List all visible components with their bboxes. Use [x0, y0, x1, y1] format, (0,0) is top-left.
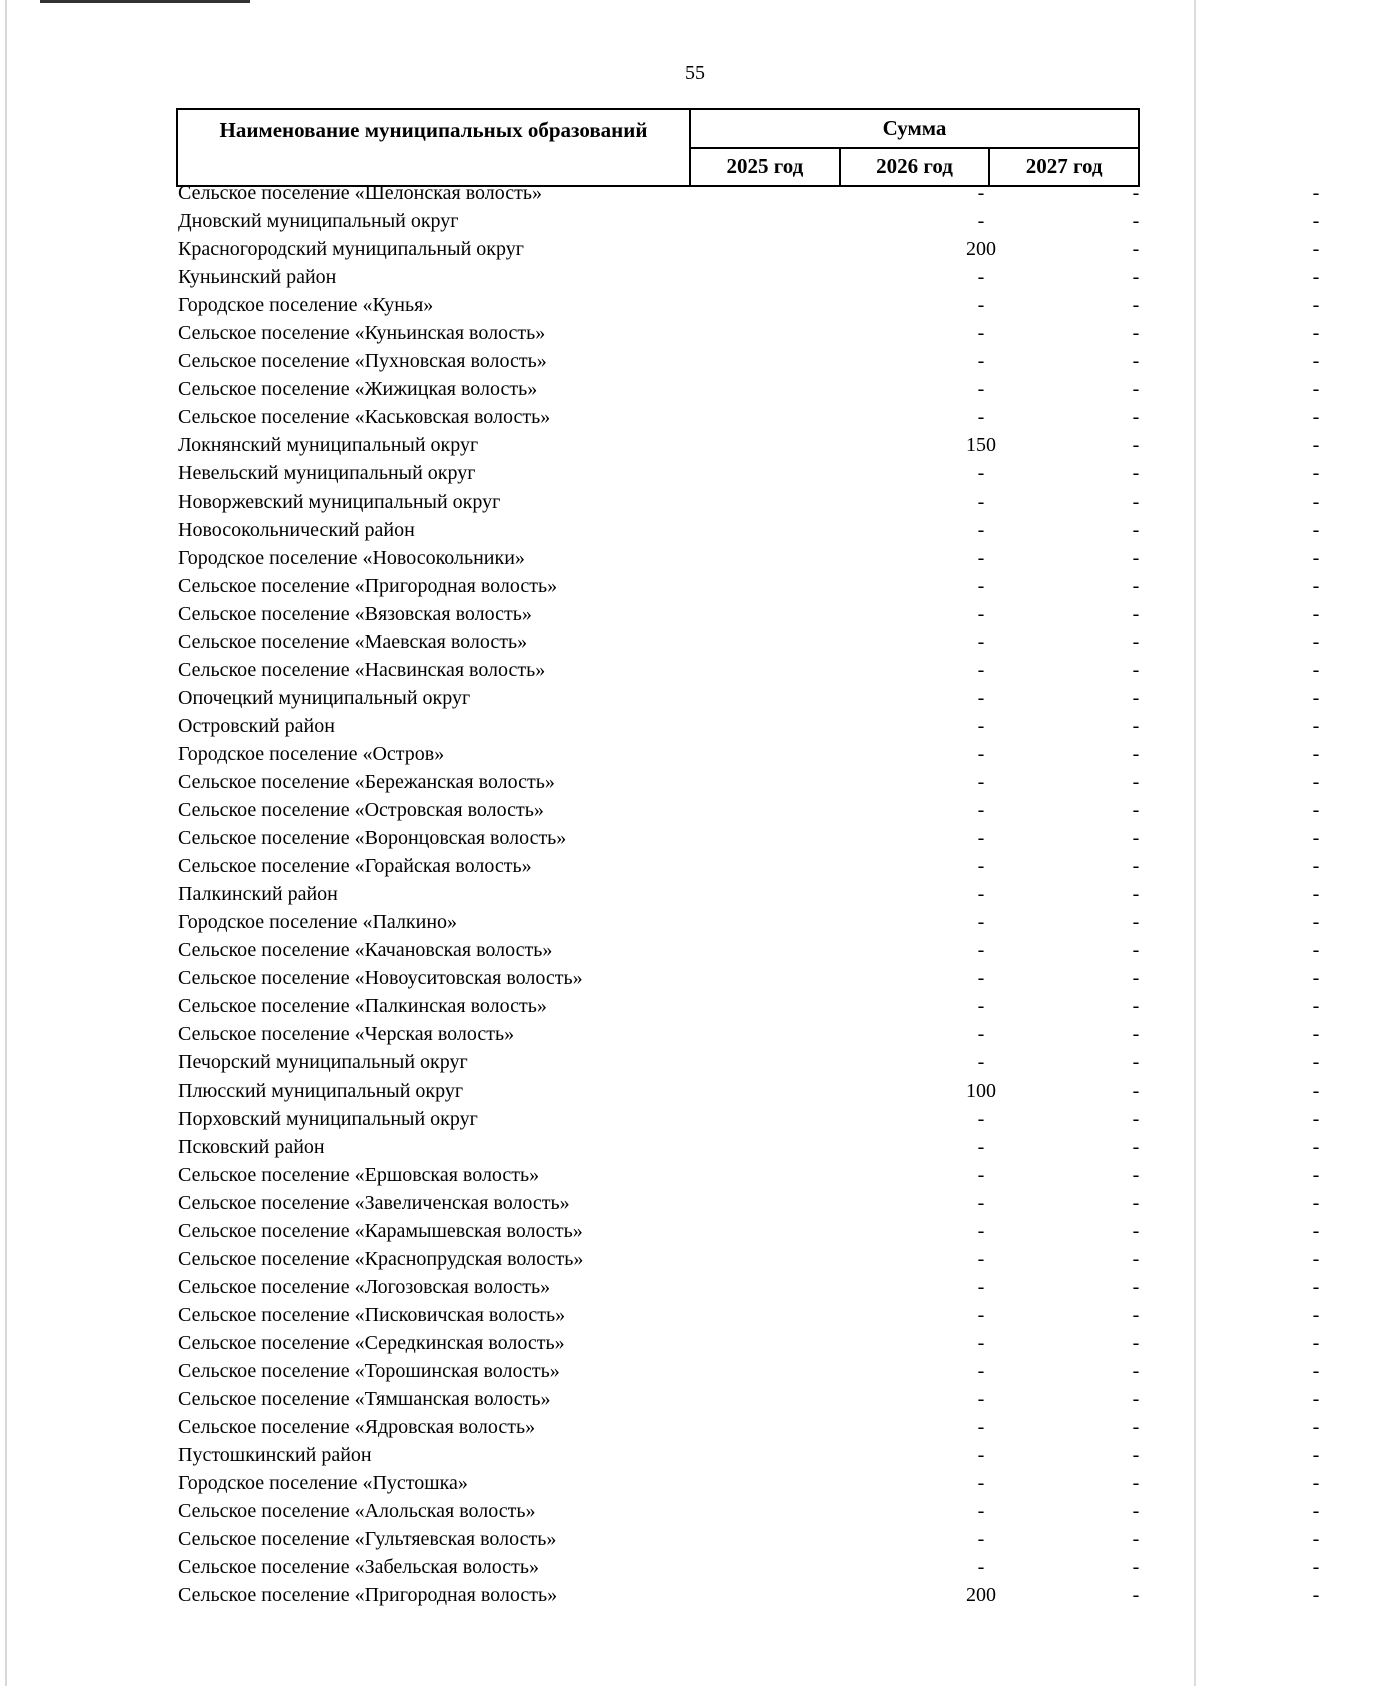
value-2027: -	[1312, 1135, 1320, 1158]
column-group-sum: Сумма	[690, 109, 1139, 148]
value-2027: -	[1312, 1303, 1320, 1326]
table-row	[176, 431, 1320, 459]
value-2027: -	[1312, 630, 1320, 653]
value-2026: -	[1132, 827, 1140, 850]
value-2025: -	[977, 742, 985, 765]
row-name: Невельский муниципальный округ	[178, 462, 476, 485]
value-2025: -	[977, 378, 985, 401]
value-2026: -	[1132, 294, 1140, 317]
value-2026: -	[1132, 462, 1140, 485]
value-2026: -	[1132, 1416, 1140, 1439]
value-2025: -	[977, 266, 985, 289]
row-name: Сельское поселение «Ядровская волость»	[178, 1416, 536, 1439]
value-2027: -	[1312, 911, 1320, 934]
value-2026: -	[1132, 1388, 1140, 1411]
row-name: Сельское поселение «Торошинская волость»	[178, 1359, 560, 1382]
value-2026: -	[1132, 742, 1140, 765]
value-2026: -	[1132, 1303, 1140, 1326]
value-2027: -	[1312, 238, 1320, 261]
value-2025: -	[977, 1500, 985, 1523]
value-2025: -	[977, 1528, 985, 1551]
value-2026: -	[1132, 1051, 1140, 1074]
row-name: Сельское поселение «Краснопрудская волость»	[178, 1247, 584, 1270]
value-2027: -	[1312, 1556, 1320, 1579]
value-2026: -	[1132, 1107, 1140, 1130]
value-2026: -	[1132, 1359, 1140, 1382]
value-2025: -	[977, 1163, 985, 1186]
value-2025: -	[977, 574, 985, 597]
table-row	[176, 375, 1320, 403]
row-name: Сельское поселение «Новоуситовская волость»	[178, 967, 583, 990]
value-2027: -	[1312, 883, 1320, 906]
value-2027: -	[1312, 1500, 1320, 1523]
value-2025: -	[977, 350, 985, 373]
value-2027: -	[1312, 1275, 1320, 1298]
table-row	[176, 1385, 1320, 1413]
value-2027: -	[1312, 406, 1320, 429]
table-row	[176, 1105, 1320, 1133]
value-2026: -	[1132, 574, 1140, 597]
value-2026: -	[1132, 238, 1140, 261]
value-2025: -	[977, 210, 985, 233]
value-2027: -	[1312, 574, 1320, 597]
value-2025: -	[977, 686, 985, 709]
value-2027: -	[1312, 995, 1320, 1018]
table-row	[176, 572, 1320, 600]
table-row	[176, 544, 1320, 572]
value-2027: -	[1312, 742, 1320, 765]
row-name: Новоржевский муниципальный округ	[178, 490, 501, 513]
table-row	[176, 1329, 1320, 1357]
value-2026: -	[1132, 1528, 1140, 1551]
page-number: 55	[685, 62, 705, 84]
value-2026: -	[1132, 714, 1140, 737]
value-2027: -	[1312, 434, 1320, 457]
row-name: Сельское поселение «Пригородная волость»	[178, 574, 558, 597]
table-row	[176, 768, 1320, 796]
table-row	[176, 263, 1320, 291]
row-name: Сельское поселение «Пухновская волость»	[178, 350, 547, 373]
value-2026: -	[1132, 630, 1140, 653]
value-2027: -	[1312, 546, 1320, 569]
table-row	[176, 880, 1320, 908]
value-2026: -	[1132, 1079, 1140, 1102]
row-name: Дновский муниципальный округ	[178, 210, 459, 233]
value-2027: -	[1312, 1191, 1320, 1214]
value-2027: -	[1312, 1247, 1320, 1270]
table-row	[176, 1245, 1320, 1273]
value-2027: -	[1312, 770, 1320, 793]
table-header	[176, 108, 1140, 187]
table-row	[176, 740, 1320, 768]
value-2025: -	[977, 182, 985, 204]
value-2025: 100	[966, 1079, 996, 1102]
row-name: Сельское поселение «Шелонская волость»	[178, 182, 542, 204]
table-row	[176, 1189, 1320, 1217]
table-row	[176, 1301, 1320, 1329]
value-2026: -	[1132, 518, 1140, 541]
value-2025: -	[977, 602, 985, 625]
table-row	[176, 684, 1320, 712]
row-name: Новосокольнический район	[178, 518, 415, 541]
value-2027: -	[1312, 1444, 1320, 1467]
value-2025: -	[977, 1472, 985, 1495]
table-row	[176, 1469, 1320, 1497]
value-2027: -	[1312, 939, 1320, 962]
value-2025: -	[977, 490, 985, 513]
table-row	[176, 1133, 1320, 1161]
row-name: Сельское поселение «Воронцовская волость»	[178, 827, 567, 850]
table-row	[176, 1581, 1320, 1609]
row-name: Сельское поселение «Черская волость»	[178, 1023, 515, 1046]
value-2026: -	[1132, 266, 1140, 289]
value-2025: -	[977, 1556, 985, 1579]
value-2027: -	[1312, 490, 1320, 513]
scan-left-edge	[5, 0, 7, 1686]
row-name: Сельское поселение «Каськовская волость»	[178, 406, 551, 429]
value-2027: -	[1312, 602, 1320, 625]
table-row	[176, 712, 1320, 740]
value-2027: -	[1312, 658, 1320, 681]
row-name: Сельское поселение «Насвинская волость»	[178, 658, 546, 681]
value-2025: -	[977, 1416, 985, 1439]
value-2025: -	[977, 1275, 985, 1298]
value-2027: -	[1312, 1079, 1320, 1102]
value-2025: -	[977, 939, 985, 962]
row-name: Палкинский район	[178, 883, 338, 906]
value-2027: -	[1312, 1163, 1320, 1186]
value-2027: -	[1312, 1331, 1320, 1354]
column-header-2025: 2025 год	[690, 148, 840, 187]
value-2026: -	[1132, 1219, 1140, 1242]
value-2027: -	[1312, 827, 1320, 850]
table-row	[176, 628, 1320, 656]
row-name: Сельское поселение «Маевская волость»	[178, 630, 528, 653]
table-row	[176, 516, 1320, 544]
value-2025: -	[977, 630, 985, 653]
row-name: Сельское поселение «Вязовская волость»	[178, 602, 532, 625]
value-2025: 200	[966, 238, 996, 261]
value-2027: -	[1312, 855, 1320, 878]
table-row	[176, 207, 1320, 235]
table-row	[176, 1525, 1320, 1553]
value-2027: -	[1312, 967, 1320, 990]
value-2027: -	[1312, 294, 1320, 317]
value-2026: -	[1132, 1584, 1140, 1607]
row-name: Сельское поселение «Забельская волость»	[178, 1556, 540, 1579]
value-2026: -	[1132, 1023, 1140, 1046]
table-row	[176, 1413, 1320, 1441]
table-row	[176, 1020, 1320, 1048]
value-2025: -	[977, 1135, 985, 1158]
row-name: Городское поселение «Палкино»	[178, 911, 458, 934]
value-2025: -	[977, 883, 985, 906]
value-2027: -	[1312, 1584, 1320, 1607]
value-2027: -	[1312, 1416, 1320, 1439]
table-row	[176, 1441, 1320, 1469]
value-2025: -	[977, 1219, 985, 1242]
value-2025: -	[977, 294, 985, 317]
value-2027: -	[1312, 350, 1320, 373]
table-row	[176, 824, 1320, 852]
value-2025: -	[977, 406, 985, 429]
row-name: Сельское поселение «Тямшанская волость»	[178, 1388, 551, 1411]
value-2026: -	[1132, 546, 1140, 569]
table-row	[176, 992, 1320, 1020]
value-2025: -	[977, 462, 985, 485]
row-name: Городское поселение «Новосокольники»	[178, 546, 525, 569]
value-2027: -	[1312, 462, 1320, 485]
value-2026: -	[1132, 1444, 1140, 1467]
table-row	[176, 291, 1320, 319]
value-2026: -	[1132, 658, 1140, 681]
table-body	[176, 179, 1320, 1609]
row-name: Печорский муниципальный округ	[178, 1051, 468, 1074]
value-2027: -	[1312, 1219, 1320, 1242]
table-row	[176, 1273, 1320, 1301]
value-2026: -	[1132, 210, 1140, 233]
value-2026: -	[1132, 1275, 1140, 1298]
table-row	[176, 656, 1320, 684]
table-row	[176, 488, 1320, 516]
value-2026: -	[1132, 799, 1140, 822]
row-name: Городское поселение «Пустошка»	[178, 1472, 468, 1495]
table-row	[176, 1553, 1320, 1581]
scan-edge-mark	[40, 0, 250, 3]
table-row	[176, 179, 1320, 207]
table-row	[176, 908, 1320, 936]
value-2025: 150	[966, 434, 996, 457]
row-name: Порховский муниципальный округ	[178, 1107, 478, 1130]
value-2026: -	[1132, 1500, 1140, 1523]
row-name: Сельское поселение «Островская волость»	[178, 799, 544, 822]
value-2026: -	[1132, 967, 1140, 990]
table-row	[176, 1077, 1320, 1105]
value-2026: -	[1132, 995, 1140, 1018]
value-2027: -	[1312, 1023, 1320, 1046]
value-2026: -	[1132, 911, 1140, 934]
value-2027: -	[1312, 322, 1320, 345]
value-2026: -	[1132, 1191, 1140, 1214]
row-name: Опочецкий муниципальный округ	[178, 686, 471, 709]
value-2025: -	[977, 1107, 985, 1130]
row-name: Сельское поселение «Завеличенская волость»	[178, 1191, 570, 1214]
value-2025: -	[977, 827, 985, 850]
table-row	[176, 852, 1320, 880]
value-2026: -	[1132, 602, 1140, 625]
value-2027: -	[1312, 686, 1320, 709]
value-2027: -	[1312, 1051, 1320, 1074]
row-name: Сельское поселение «Середкинская волость»	[178, 1331, 565, 1354]
value-2025: -	[977, 546, 985, 569]
value-2026: -	[1132, 770, 1140, 793]
row-name: Сельское поселение «Бережанская волость»	[178, 770, 555, 793]
row-name: Локнянский муниципальный округ	[178, 434, 479, 457]
column-header-name: Наименование муниципальных образований	[177, 109, 690, 186]
value-2027: -	[1312, 1528, 1320, 1551]
value-2027: -	[1312, 1472, 1320, 1495]
value-2025: -	[977, 518, 985, 541]
value-2026: -	[1132, 1472, 1140, 1495]
table-row	[176, 964, 1320, 992]
value-2025: -	[977, 911, 985, 934]
value-2026: -	[1132, 490, 1140, 513]
row-name: Пустошкинский район	[178, 1444, 372, 1467]
value-2026: -	[1132, 378, 1140, 401]
value-2026: -	[1132, 434, 1140, 457]
value-2026: -	[1132, 1163, 1140, 1186]
value-2025: -	[977, 1331, 985, 1354]
table-row	[176, 796, 1320, 824]
table-row	[176, 1497, 1320, 1525]
value-2027: -	[1312, 210, 1320, 233]
row-name: Сельское поселение «Гультяевская волость»	[178, 1528, 557, 1551]
column-header-2026: 2026 год	[840, 148, 990, 187]
table-row	[176, 600, 1320, 628]
value-2025: -	[977, 1359, 985, 1382]
value-2026: -	[1132, 1331, 1140, 1354]
value-2025: -	[977, 967, 985, 990]
row-name: Сельское поселение «Ершовская волость»	[178, 1163, 540, 1186]
row-name: Сельское поселение «Пригородная волость»	[178, 1584, 558, 1607]
value-2025: 200	[966, 1584, 996, 1607]
value-2027: -	[1312, 182, 1320, 204]
scan-right-edge	[1194, 0, 1196, 1686]
value-2027: -	[1312, 714, 1320, 737]
value-2025: -	[977, 714, 985, 737]
value-2025: -	[977, 1191, 985, 1214]
table-row	[176, 347, 1320, 375]
row-name: Сельское поселение «Горайская волость»	[178, 855, 532, 878]
value-2026: -	[1132, 855, 1140, 878]
row-name: Сельское поселение «Качановская волость»	[178, 939, 553, 962]
value-2025: -	[977, 322, 985, 345]
row-name: Красногородский муниципальный округ	[178, 238, 524, 261]
table-row	[176, 1048, 1320, 1076]
row-name: Куньинский район	[178, 266, 337, 289]
value-2026: -	[1132, 1556, 1140, 1579]
row-name: Сельское поселение «Писковичская волость»	[178, 1303, 566, 1326]
table-row	[176, 1357, 1320, 1385]
value-2026: -	[1132, 939, 1140, 962]
row-name: Сельское поселение «Палкинская волость»	[178, 995, 547, 1018]
row-name: Островский район	[178, 714, 335, 737]
table-row	[176, 403, 1320, 431]
row-name: Городское поселение «Кунья»	[178, 294, 434, 317]
value-2025: -	[977, 658, 985, 681]
value-2027: -	[1312, 1388, 1320, 1411]
row-name: Городское поселение «Остров»	[178, 742, 445, 765]
table-row	[176, 319, 1320, 347]
value-2027: -	[1312, 266, 1320, 289]
row-name: Сельское поселение «Жижицкая волость»	[178, 378, 538, 401]
value-2025: -	[977, 1388, 985, 1411]
table-row	[176, 459, 1320, 487]
value-2026: -	[1132, 1135, 1140, 1158]
value-2025: -	[977, 1444, 985, 1467]
table-row	[176, 235, 1320, 263]
value-2026: -	[1132, 1247, 1140, 1270]
value-2025: -	[977, 770, 985, 793]
row-name: Сельское поселение «Куньинская волость»	[178, 322, 546, 345]
value-2027: -	[1312, 378, 1320, 401]
table-row	[176, 936, 1320, 964]
value-2027: -	[1312, 1359, 1320, 1382]
row-name: Псковский район	[178, 1135, 325, 1158]
value-2025: -	[977, 799, 985, 822]
column-header-2027: 2027 год	[989, 148, 1139, 187]
row-name: Сельское поселение «Карамышевская волость»	[178, 1219, 583, 1242]
value-2026: -	[1132, 883, 1140, 906]
value-2027: -	[1312, 1107, 1320, 1130]
value-2025: -	[977, 855, 985, 878]
value-2026: -	[1132, 406, 1140, 429]
value-2026: -	[1132, 322, 1140, 345]
value-2025: -	[977, 1247, 985, 1270]
row-name: Сельское поселение «Алольская волость»	[178, 1500, 536, 1523]
value-2025: -	[977, 1303, 985, 1326]
value-2026: -	[1132, 686, 1140, 709]
table-row	[176, 1161, 1320, 1189]
row-name: Сельское поселение «Логозовская волость»	[178, 1275, 551, 1298]
value-2025: -	[977, 1023, 985, 1046]
value-2026: -	[1132, 350, 1140, 373]
value-2027: -	[1312, 518, 1320, 541]
value-2025: -	[977, 995, 985, 1018]
row-name: Плюсский муниципальный округ	[178, 1079, 464, 1102]
table-row	[176, 1217, 1320, 1245]
value-2027: -	[1312, 799, 1320, 822]
value-2025: -	[977, 1051, 985, 1074]
value-2026: -	[1132, 182, 1140, 204]
